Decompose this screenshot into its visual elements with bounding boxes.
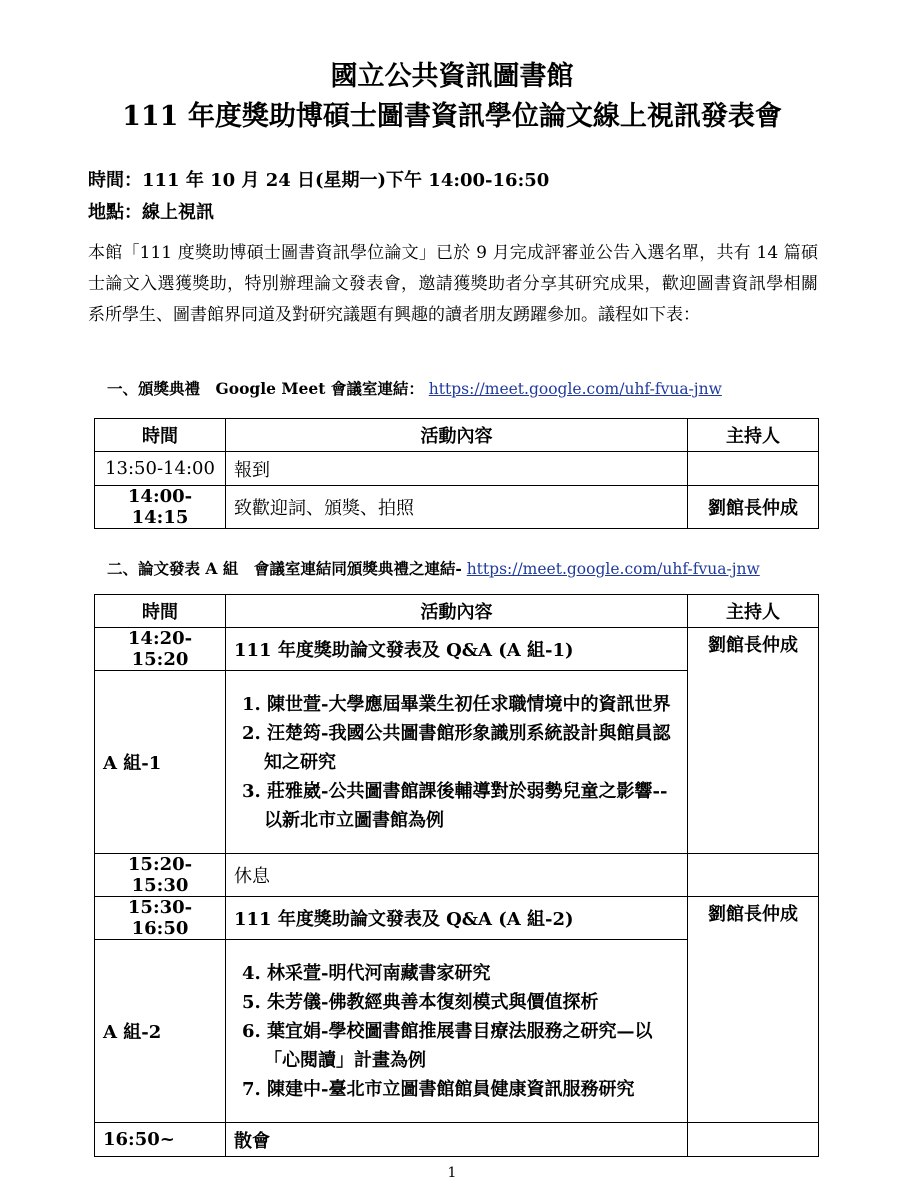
row-host: [688, 452, 819, 486]
paper-item: 3. 莊雅崴-公共圖書館課後輔導對於弱勢兒童之影響--以新北市立圖書館為例: [242, 780, 668, 831]
section-paper-presentation: [107, 557, 760, 581]
table-row: [95, 486, 819, 529]
row-content: 散會: [226, 1123, 688, 1157]
row-time: 15:20-15:30: [95, 854, 226, 897]
group-label: A 組-2: [95, 940, 226, 1123]
event-time: 時間：111 年 10 月 24 日(星期一)下午 14:00-16:50: [88, 170, 550, 191]
group-paper-list: [226, 671, 688, 854]
header-time: 時間: [95, 419, 226, 452]
table-row: [95, 854, 819, 897]
table-row: [95, 628, 819, 671]
row-content: 致歡迎詞、頒獎、拍照: [226, 486, 688, 529]
event-place: 地點：線上視訊: [88, 202, 214, 223]
award-ceremony-table: [94, 418, 819, 529]
section-paper-heading: 二、論文發表 A 組 會議室連結同頒獎典禮之連結-: [107, 559, 462, 578]
row-time: 15:30-16:50: [95, 897, 226, 940]
table-row: [95, 452, 819, 486]
header-time: 時間: [95, 595, 226, 628]
row-host: 劉館長仲成: [688, 897, 819, 1123]
row-host: 劉館長仲成: [688, 628, 819, 854]
row-content: 休息: [226, 854, 688, 897]
paper-item: 7. 陳建中-臺北市立圖書館館員健康資訊服務研究: [242, 1078, 635, 1100]
row-time: 13:50-14:00: [95, 452, 226, 486]
row-host-empty: [688, 1123, 819, 1157]
paper-item: 6. 葉宜娟-學校圖書館推展書目療法服務之研究—以「心閱讀」計畫為例: [242, 1020, 653, 1071]
group-label: A 組-1: [95, 671, 226, 854]
meet-link-2[interactable]: https://meet.google.com/uhf-fvua-jnw: [466, 560, 760, 578]
group-paper-list: [226, 940, 688, 1123]
meet-link-1[interactable]: https://meet.google.com/uhf-fvua-jnw: [428, 380, 722, 398]
row-time: 16:50~: [95, 1123, 226, 1157]
table-row: [95, 897, 819, 940]
row-content: 111 年度獎助論文發表及 Q&A (A 組-1): [226, 628, 688, 671]
paper-item: 4. 林采萱-明代河南藏書家研究: [242, 962, 491, 984]
intro-paragraph: 本館「111 度獎助博碩士圖書資訊學位論文」已於 9 月完成評審並公告入選名單，共有 14 篇碩士論文入選獲獎助，特別辦理論文發表會，邀請獲獎助者分享其研究成果，歡迎圖書資訊學相關系所學生、圖書館界同道及對研究議題有興趣的讀者朋友踴躍參加。議程如下表：: [88, 243, 818, 325]
table-row: [95, 1123, 819, 1157]
title-event-name: 111 年度獎助博碩士圖書資訊學位論文線上視訊發表會: [122, 101, 782, 132]
row-time: 14:20-15:20: [95, 628, 226, 671]
title-library-name: 國立公共資訊圖書館: [330, 61, 574, 92]
row-time: 14:00-14:15: [95, 486, 226, 529]
page-number: 1: [447, 1165, 457, 1181]
paper-presentation-table: [94, 594, 819, 1157]
table-header-row: [95, 419, 819, 452]
header-host: 主持人: [688, 595, 819, 628]
row-content: 報到: [226, 452, 688, 486]
paper-item: 1. 陳世萱-大學應屆畢業生初任求職情境中的資訊世界: [242, 693, 671, 715]
section-award-ceremony: [107, 377, 722, 401]
section-award-heading: 一、頒獎典禮 Google Meet 會議室連結：: [107, 379, 424, 398]
row-host-empty: [688, 854, 819, 897]
table-header-row: [95, 595, 819, 628]
header-content: 活動內容: [226, 595, 688, 628]
row-host: 劉館長仲成: [688, 486, 819, 529]
row-content: 111 年度獎助論文發表及 Q&A (A 組-2): [226, 897, 688, 940]
header-host: 主持人: [688, 419, 819, 452]
header-content: 活動內容: [226, 419, 688, 452]
paper-item: 2. 汪楚筠-我國公共圖書館形象識別系統設計與館員認知之研究: [242, 722, 671, 773]
paper-item: 5. 朱芳儀-佛教經典善本復刻模式與價值探析: [242, 991, 599, 1013]
